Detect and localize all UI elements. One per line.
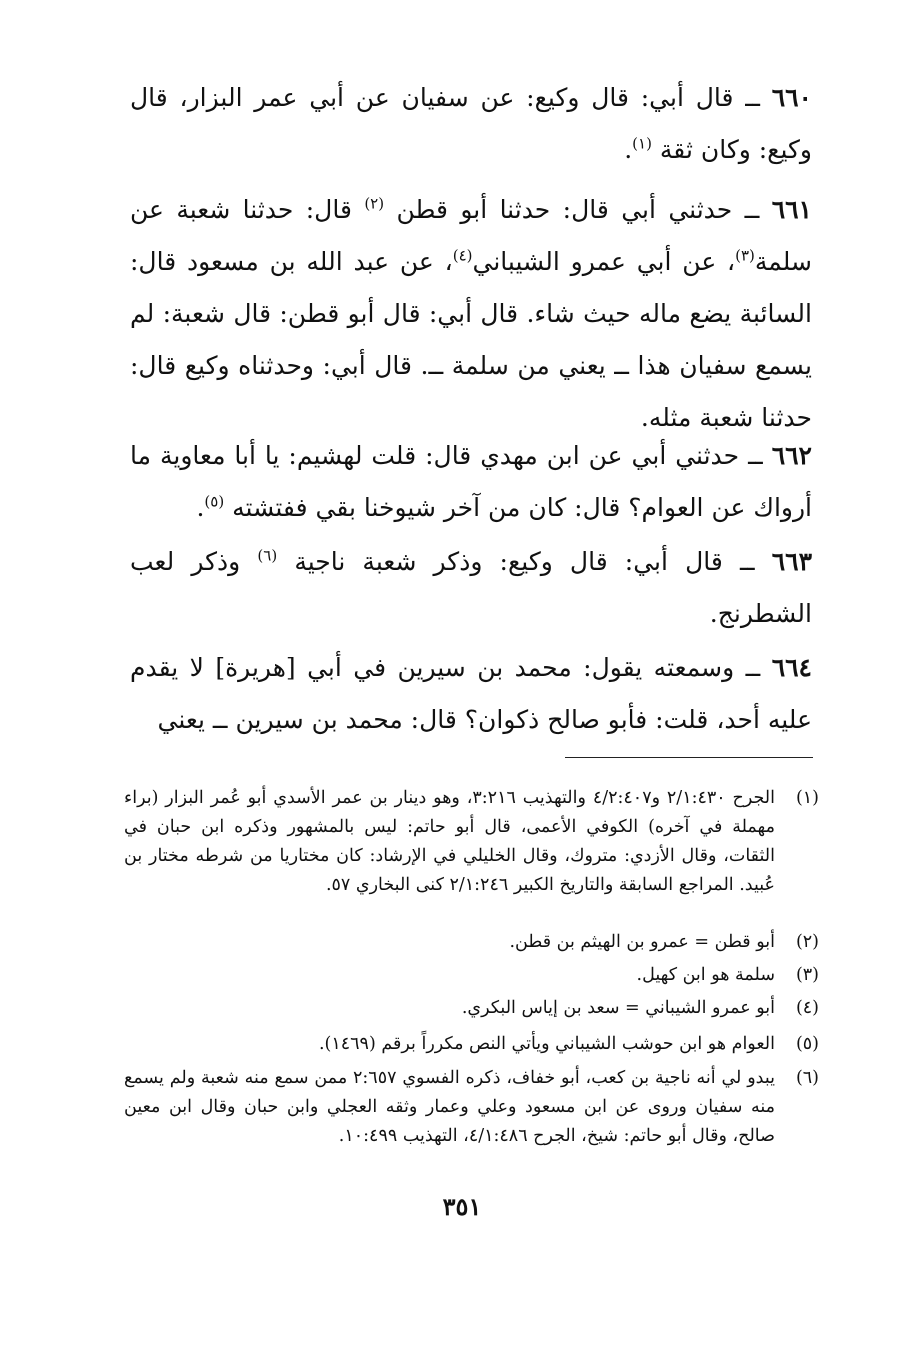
footnote-number: (٥) (795, 1034, 819, 1054)
footnote-2 (124, 928, 819, 957)
footnote-ref[interactable]: (٥) (204, 492, 225, 511)
item-dash: ــ (744, 195, 760, 224)
item-number: ٦٦٣ (771, 547, 813, 576)
item-number: ٦٦٤ (771, 653, 812, 682)
paragraph-text: حدثني أبي عن ابن مهدي قال: قلت لهشيم: يا أبا معاوية ما أرواك عن العوام؟ قال: كان من آخر شيوخنا بقي ففتشته (130, 441, 812, 522)
footnote-number: (٢) (795, 932, 819, 952)
item-dash: ــ (739, 547, 755, 576)
paragraph-664 (130, 642, 812, 746)
paragraph-660 (130, 72, 812, 176)
item-number: ٦٦٢ (771, 441, 812, 470)
item-dash: ــ (748, 441, 763, 470)
item-number: ٦٦٠ (771, 83, 812, 112)
paragraph-663 (130, 536, 812, 640)
footnote-5 (124, 1030, 819, 1059)
footnote-ref[interactable]: (٤) (452, 246, 473, 265)
footnote-separator (565, 757, 813, 758)
footnote-1 (124, 784, 819, 900)
paragraph-text: ، عن عبد الله بن مسعود قال: السائبة يضع ماله حيث شاء. قال أبي: قال أبو قطن: قال شعبة: لم يسمع سفيان هذا ــ يعني من سلمة ــ. قال أبي: وحدثناه وكيع قال: حدثنا شعبة مثله. (130, 247, 812, 432)
footnote-4 (124, 994, 819, 1023)
footnote-number: (٤) (795, 998, 819, 1018)
footnote-text: أبو قطن = عمرو بن الهيثم بن قطن. (509, 932, 775, 952)
footnote-number: (٣) (795, 965, 819, 985)
paragraph-text: حدثني أبي قال: حدثنا أبو قطن (396, 195, 733, 224)
paragraph-text: ، عن أبي عمرو الشيباني (472, 247, 736, 276)
footnote-ref[interactable]: (٣) (735, 246, 755, 265)
paragraph-end: . (624, 135, 633, 164)
footnote-number: (٦) (795, 1068, 819, 1088)
footnote-text: الجرح ٢/١:٤٣٠ و٤/٢:٤٠٧ والتهذيب ٣:٢١٦، وهو دينار بن عمر الأسدي أبو عُمر البزار (براء مهملة في آخره) الكوفي الأعمى، قال أبو حاتم: ليس بالمشهور وذكره ابن حبان في الثقات، وقال الأزدي: متروك، وقال الخليلي في الإرشاد: كان مختاريا من شرطه مختار بن عُبيد. المراجع السابقة والتاريخ الكبير ٢/١:٢٤٦ كنى البخاري ٥٧. (124, 788, 775, 895)
footnote-number: (١) (795, 788, 819, 808)
footnote-ref[interactable]: (١) (632, 134, 652, 153)
item-dash: ــ (745, 83, 760, 112)
paragraph-end: . (196, 493, 205, 522)
item-number: ٦٦١ (771, 195, 812, 224)
item-dash: ــ (745, 653, 761, 682)
paragraph-662 (130, 430, 812, 534)
paragraph-text: وسمعته يقول: محمد بن سيرين في أبي [هريرة] لا يقدم عليه أحد، قلت: فأبو صالح ذكوان؟ قال: محمد بن سيرين ــ يعني (130, 653, 812, 734)
paragraph-text: قال: حدثنا شعبة عن سلمة (130, 195, 812, 276)
footnote-ref[interactable]: (٢) (364, 194, 385, 213)
paragraph-661 (130, 184, 812, 444)
paragraph-text: قال أبي: قال وكيع: عن سفيان عن أبي عمر البزار، قال وكيع: وكان ثقة (130, 83, 812, 164)
paragraph-text: قال أبي: قال وكيع: وذكر شعبة ناجية (294, 547, 723, 576)
footnote-text: سلمة هو ابن كهيل. (636, 965, 775, 985)
footnote-3 (124, 961, 819, 990)
paragraph-text: وذكر لعب الشطرنج. (130, 547, 812, 628)
footnote-text: يبدو لي أنه ناجية بن كعب، أبو خفاف، ذكره الفسوي ٢:٦٥٧ ممن سمع منه شعبة ولم يسمع منه سفيان وروى عن ابن مسعود وعلي وعمار وثقه العجلي وابن حبان وقال ابن معين صالح، وقال أبو حاتم: شيخ، الجرح ٤/١:٤٨٦، التهذيب ١٠:٤٩٩. (124, 1068, 775, 1146)
footnote-6 (124, 1064, 819, 1151)
footnote-text: أبو عمرو الشيباني = سعد بن إياس البكري. (461, 998, 775, 1018)
footnote-ref[interactable]: (٦) (257, 546, 278, 565)
footnote-text: العوام هو ابن حوشب الشيباني ويأتي النص مكرراً برقم (١٤٦٩). (318, 1034, 775, 1054)
page-number: ٣٥١ (442, 1192, 482, 1221)
